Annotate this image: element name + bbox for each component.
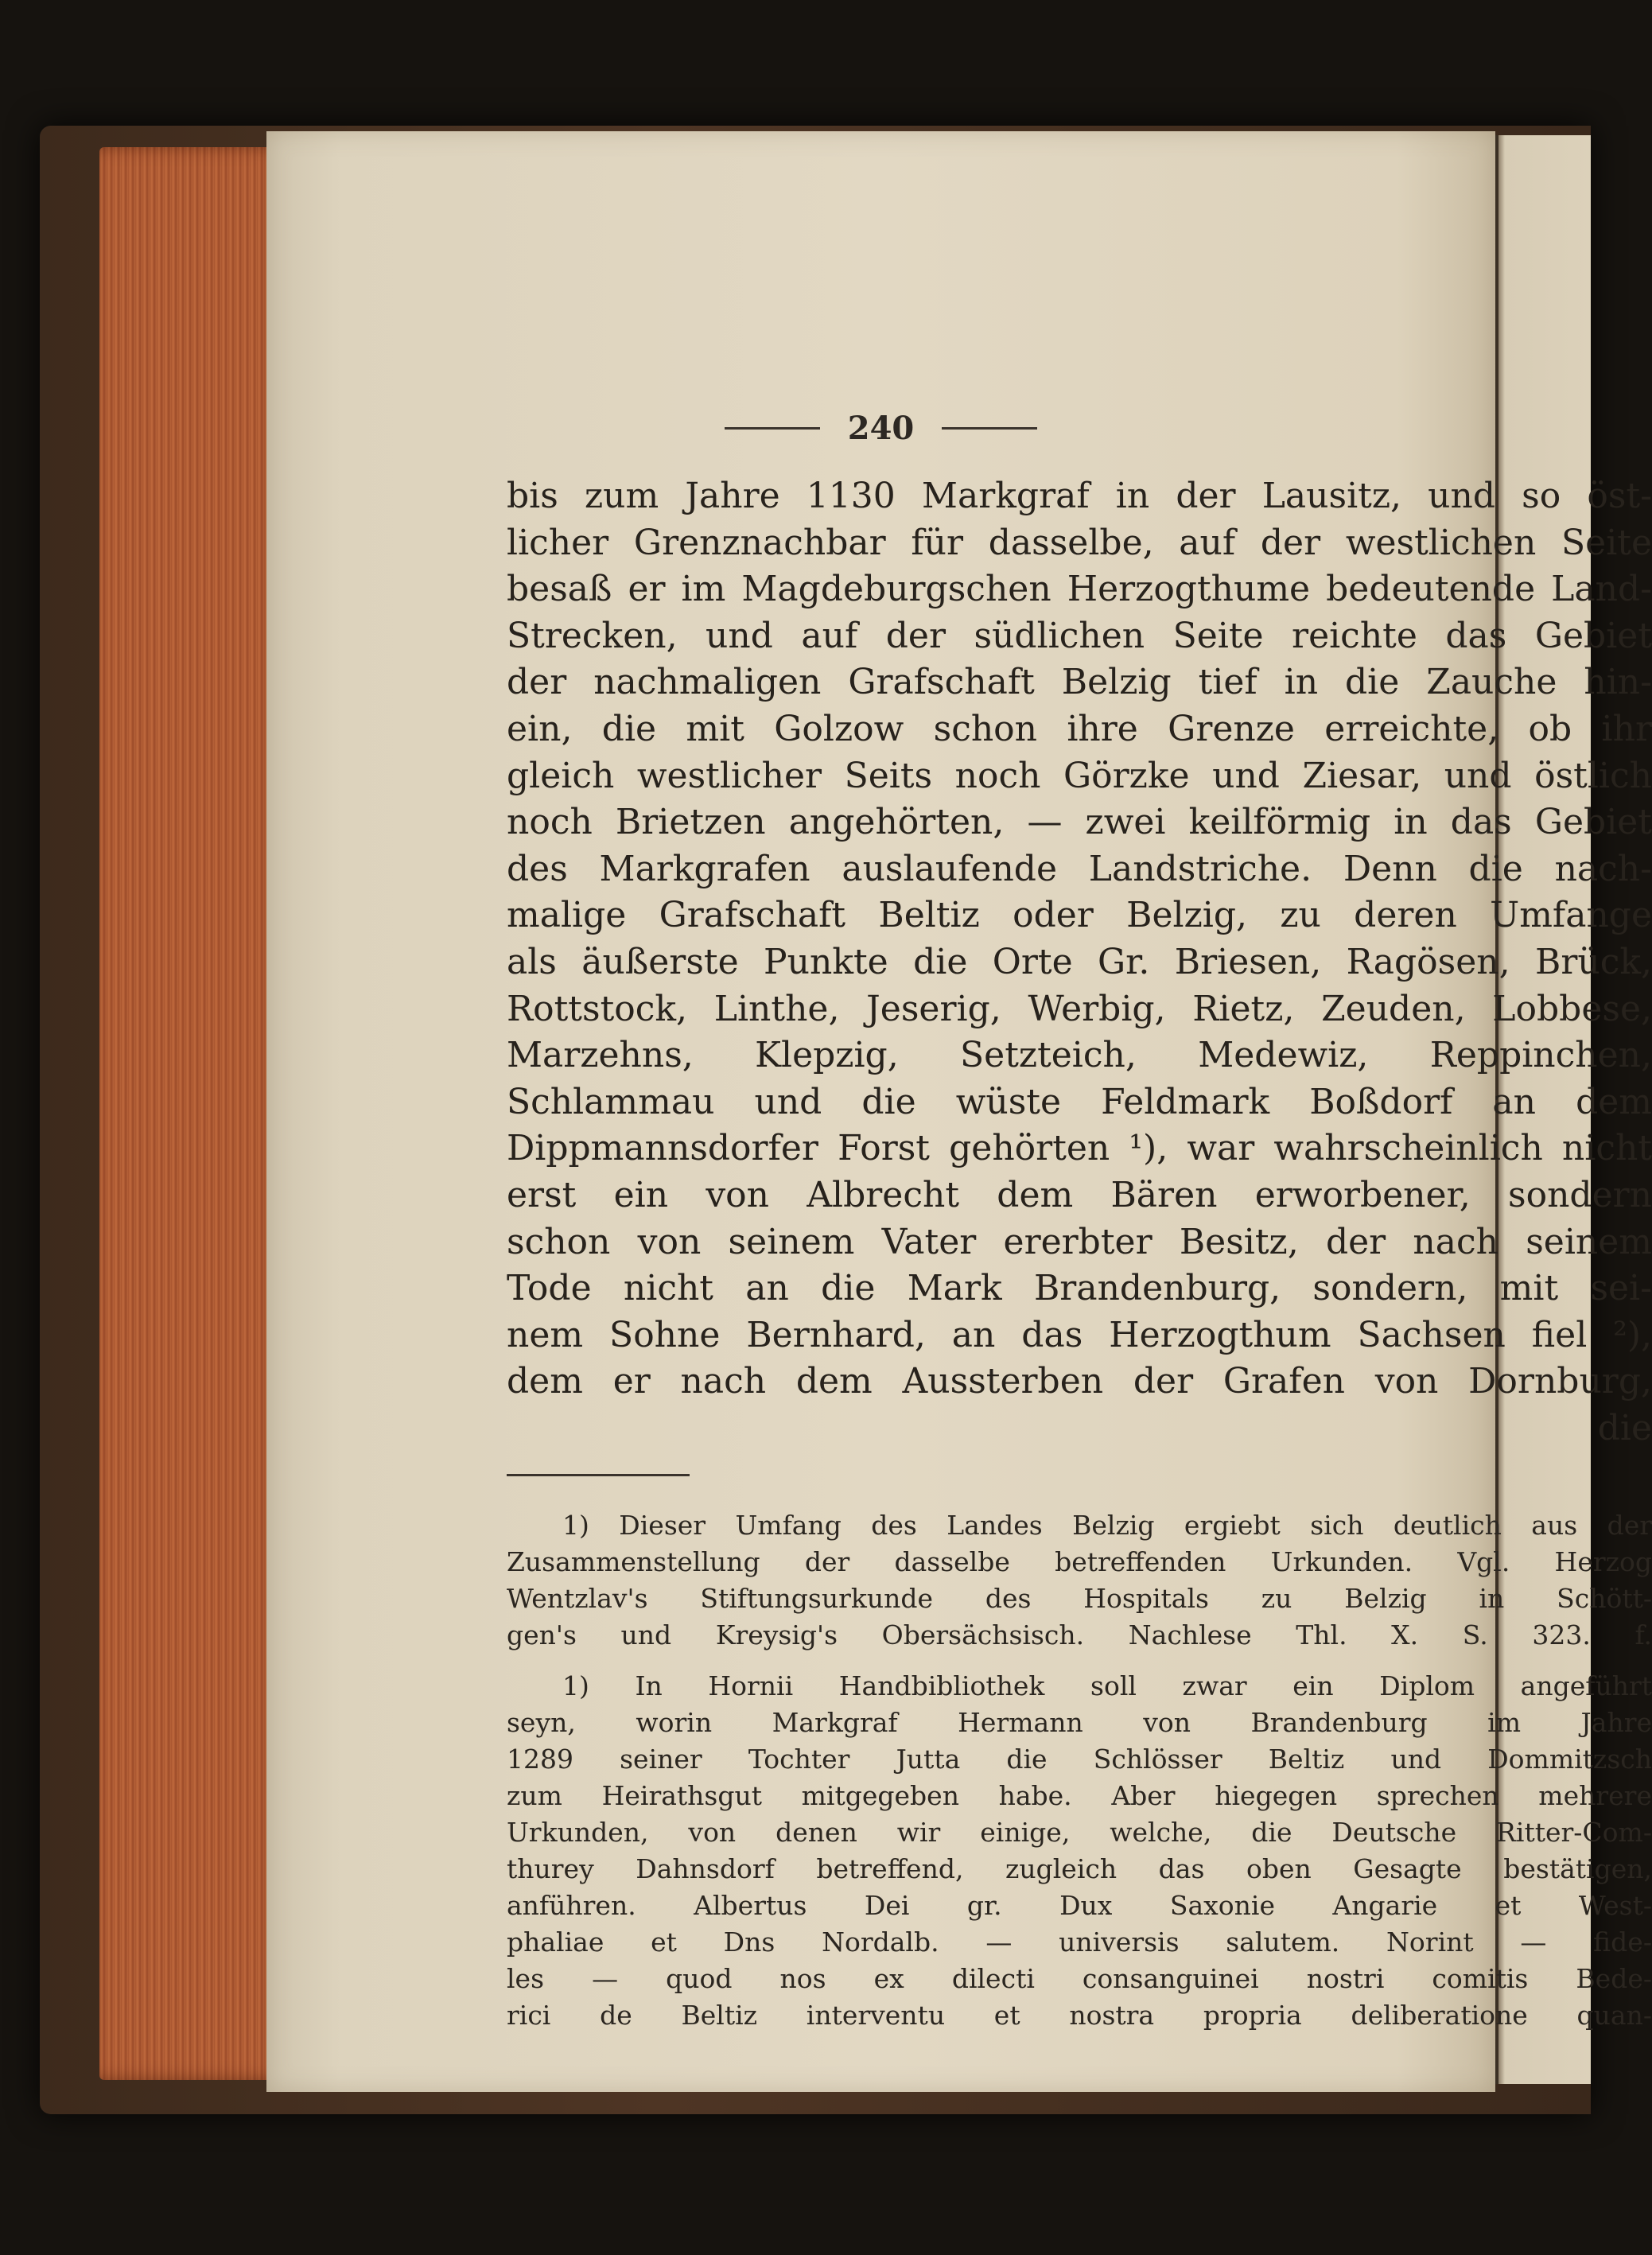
text-line: thurey Dahnsdorf betreffend, zugleich das oben Gesagte bestätigen,	[507, 1853, 1652, 1884]
text-line: rici de Beltiz interventu et nostra propria deliberatione quan-	[507, 2000, 1652, 2031]
text-line: malige Grafschaft Beltiz oder Belzig, zu deren Umfange	[507, 895, 1652, 936]
text-line: schon von seinem Vater ererbter Besitz, der nach seinem	[507, 1221, 1652, 1262]
text-line: Wentzlav's Stiftungsurkunde des Hospitals zu Belzig in Schött-	[507, 1583, 1652, 1614]
footnote-2	[507, 1668, 1652, 2034]
text-line: dem er nach dem Aussterben der Grafen von Dornburg,	[507, 1361, 1652, 1402]
text-line: 1) In Hornii Handbibliothek soll zwar ein Diplom angeführt	[562, 1670, 1652, 1701]
text-line: nem Sohne Bernhard, an das Herzogthum Sachsen fiel ²),	[507, 1314, 1652, 1355]
footnote-rule	[507, 1474, 690, 1476]
footnote-1	[507, 1507, 1652, 1654]
text-line: Dippmannsdorfer Forst gehörten ¹), war wahrscheinlich nicht	[507, 1128, 1652, 1169]
text-line: der nachmaligen Grafschaft Belzig tief in die Zauche hin-	[507, 662, 1652, 703]
text-line: Rottstock, Linthe, Jeserig, Werbig, Rietz, Zeuden, Lobbese,	[507, 988, 1652, 1029]
text-line: Strecken, und auf der südlichen Seite reichte das Gebiet	[507, 615, 1652, 656]
header-dash-left	[725, 427, 820, 430]
text-line: gleich westlicher Seits noch Görzke und Ziesar, und östlich	[507, 755, 1652, 796]
header-dash-right	[942, 427, 1037, 430]
text-line: phaliae et Dns Nordalb. — universis salutem. Norint — fide-	[507, 1926, 1652, 1958]
text-line: als äußerste Punkte die Orte Gr. Briesen, Ragösen, Brück,	[507, 941, 1652, 982]
text-line: les — quod nos ex dilecti consanguinei nostri comitis Bede-	[507, 1963, 1652, 1994]
text-line: bis zum Jahre 1130 Markgraf in der Lausitz, und so öst-	[507, 476, 1652, 516]
text-line: des Markgrafen auslaufende Landstriche. Denn die nach-	[507, 848, 1652, 889]
page-number: 240	[847, 410, 915, 447]
text-line: Schlammau und die wüste Feldmark Boßdorf an dem	[507, 1081, 1652, 1122]
footnotes	[507, 1507, 1652, 2034]
text-line: licher Grenznachbar für dasselbe, auf der westlichen Seite	[507, 522, 1652, 563]
text-line: 1) Dieser Umfang des Landes Belzig ergiebt sich deutlich aus der	[562, 1510, 1652, 1541]
text-line: seyn, worin Markgraf Hermann von Brandenburg im Jahre	[507, 1707, 1652, 1738]
text-line: die	[1597, 1407, 1652, 1448]
text-line: 1289 seiner Tochter Jutta die Schlösser Beltiz und Dommitzsch	[507, 1744, 1652, 1775]
text-line: anführen. Albertus Dei gr. Dux Saxonie Angarie et West-	[507, 1890, 1652, 1921]
text-line: Tode nicht an die Mark Brandenburg, sondern, mit sei-	[507, 1268, 1652, 1309]
book-page	[266, 131, 1652, 2092]
main-text	[507, 473, 1652, 1452]
text-line: ein, die mit Golzow schon ihre Grenze erreichte, ob ihr	[507, 708, 1652, 749]
text-line: gen's und Kreysig's Obersächsisch. Nachlese Thl. X. S. 323. f.	[507, 1619, 1652, 1650]
text-line: erst ein von Albrecht dem Bären erworbener, sondern	[507, 1174, 1652, 1215]
text-line: Marzehns, Klepzig, Setzteich, Medewiz, Reppinchen,	[507, 1035, 1652, 1076]
text-line: noch Brietzen angehörten, — zwei keilförmig in das Gebiet	[507, 802, 1652, 843]
page-edges	[99, 147, 282, 2080]
text-line: zum Heirathsgut mitgegeben habe. Aber hiegegen sprechen mehrere	[507, 1780, 1652, 1811]
page-header	[266, 410, 1495, 447]
text-line: Zusammenstellung der dasselbe betreffenden Urkunden. Vgl. Herzog	[507, 1546, 1652, 1577]
text-line: Urkunden, von denen wir einige, welche, die Deutsche Ritter-Com-	[507, 1817, 1652, 1848]
text-line: besaß er im Magdeburgschen Herzogthume bedeutende Land-	[507, 569, 1652, 610]
